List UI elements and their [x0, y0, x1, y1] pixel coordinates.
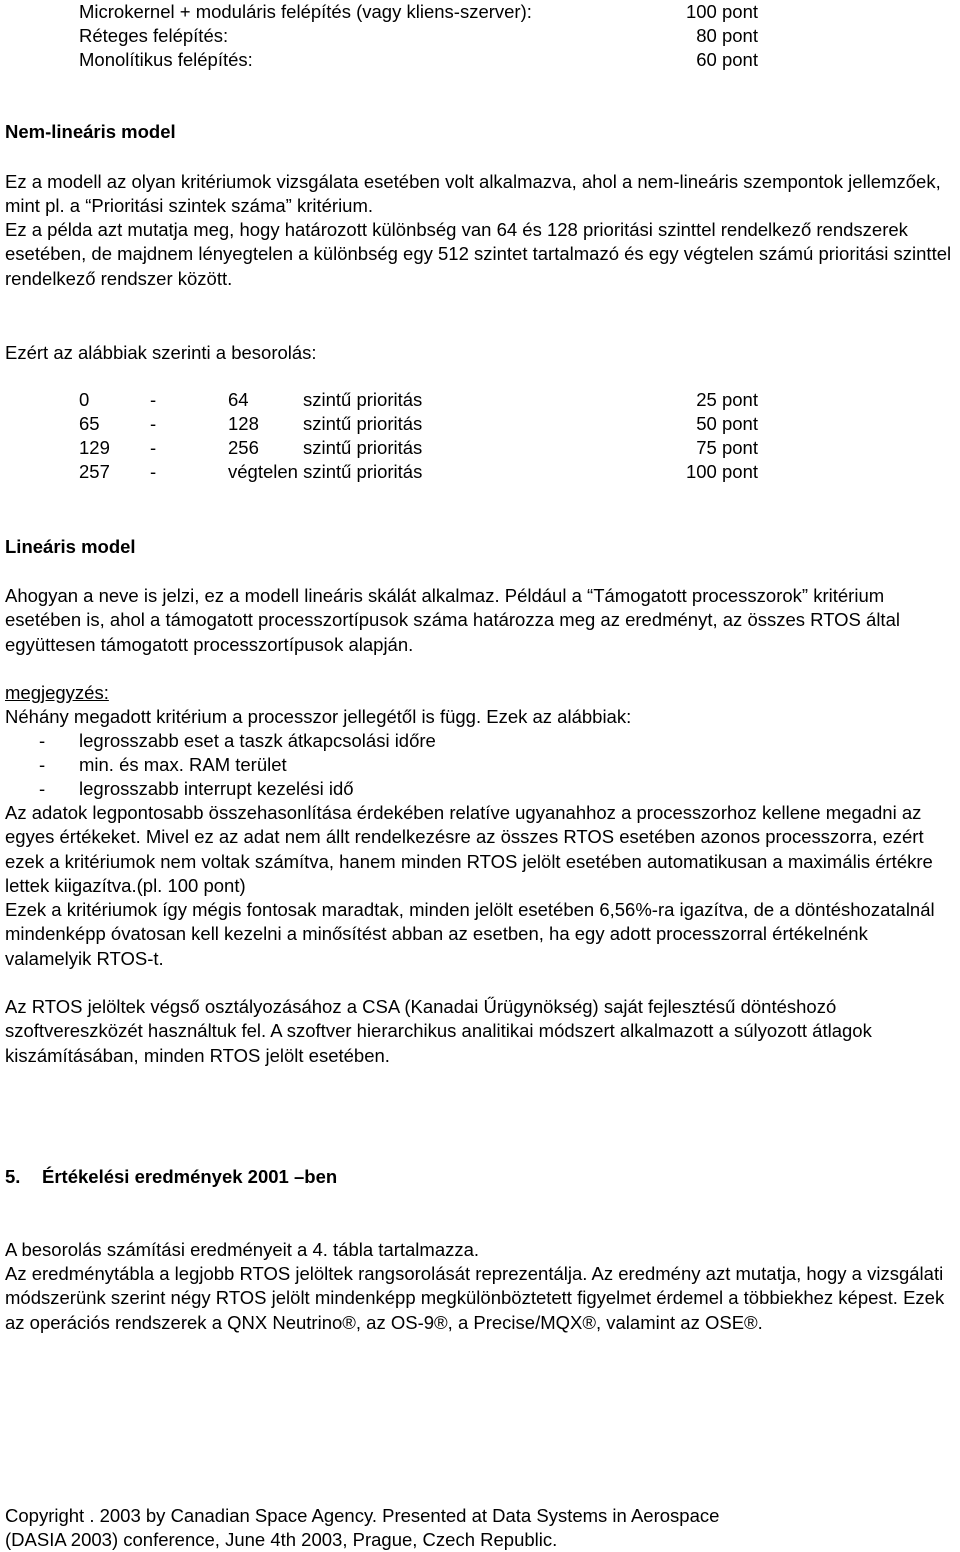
copyright-line-2: (DASIA 2003) conference, June 4th 2003, Prague, Czech Republic. [5, 1529, 558, 1550]
score-label: Microkernel + moduláris felépítés (vagy kliens-szerver): [79, 1, 532, 22]
list-item [0, 777, 960, 801]
score-value: 60 pont [696, 49, 758, 70]
score-row [0, 48, 960, 72]
score-label: Monolítikus felépítés: [79, 49, 253, 70]
linear-paragraph-2: Az adatok legpontosabb összehasonlítása érdekében relatíve ugyanahhoz a processzorhoz kellene megadni az egyes értékeket. Mivel ez az adat nem állt rendelkezésre az összes RTOS esetében azonos processzorra, ezért ezek a kritériumok nem voltak számítva, hanem minden RTOS jelölt esetében automatikusan a maximális értékre lettek kiigazítva.(pl. 100 pont) [5, 802, 933, 896]
range-dash: - [150, 389, 157, 410]
score-value: 100 pont [685, 1, 758, 22]
range-word: szintű prioritás [303, 437, 423, 458]
linear-heading: Lineáris model [5, 536, 136, 557]
section-number: 5. [5, 1166, 21, 1187]
section-title: Értékelési eredmények 2001 –ben [42, 1166, 338, 1187]
table-row [0, 460, 960, 484]
linear-paragraph-4: Az RTOS jelöltek végső osztályozásához a CSA (Kanadai Űrügynökség) saját fejlesztésű döntéshozó szoftvereszközét használtuk fel. A szoftver hierarchikus analitikai módszert alkalmazott a súlyozott átlagok kiszámításában, minden RTOS jelölt esetében. [5, 996, 872, 1066]
range-to: 64 [228, 389, 249, 410]
list-text: legrosszabb interrupt kezelési idő [79, 778, 354, 799]
score-value: 80 pont [696, 25, 758, 46]
score-row [0, 24, 960, 48]
range-word: szintű prioritás [303, 413, 423, 434]
range-points: 50 pont [696, 413, 758, 434]
linear-paragraph-1: Ahogyan a neve is jelzi, ez a modell lineáris skálát alkalmaz. Például a “Támogatott processzorok” kritérium esetében is, ahol a támogatott processzortípusok száma határozza meg az eredményt, az összes RTOS által együttesen támogatott processzortípusok alapján. [5, 585, 900, 655]
range-to: végtelen szintű prioritás [228, 461, 423, 482]
section5-line-1: A besorolás számítási eredményeit a 4. tábla tartalmazza. [5, 1239, 480, 1260]
copyright-line-1: Copyright . 2003 by Canadian Space Agency. Presented at Data Systems in Aerospace [5, 1505, 720, 1526]
table-row [0, 412, 960, 436]
list-text: legrosszabb eset a taszk átkapcsolási időre [79, 730, 436, 751]
note-intro: Néhány megadott kritérium a processzor jellegétől is függ. Ezek az alábbiak: [5, 706, 632, 727]
score-label: Réteges felépítés: [79, 25, 229, 46]
list-text: min. és max. RAM terület [79, 754, 287, 775]
classification-intro: Ezért az alábbiak szerinti a besorolás: [5, 342, 317, 363]
range-to: 128 [228, 413, 259, 434]
nonlinear-heading: Nem-lineáris model [5, 121, 176, 142]
linear-paragraph-3: Ezek a kritériumok így mégis fontosak maradtak, minden jelölt esetében 6,56%-ra igazítva, de a döntéshozatalnál mindenképp óvatosan kell kezelni a minősítést abban az esetben, ha egy adott processzorral értékelnénk valamelyik RTOS-t. [5, 899, 935, 969]
range-from: 257 [79, 461, 110, 482]
list-dash: - [39, 778, 46, 799]
range-from: 129 [79, 437, 110, 458]
list-dash: - [39, 754, 46, 775]
range-from: 65 [79, 413, 100, 434]
range-points: 100 pont [685, 461, 758, 482]
range-word: szintű prioritás [303, 389, 423, 410]
range-from: 0 [79, 389, 90, 410]
range-to: 256 [228, 437, 259, 458]
range-dash: - [150, 413, 157, 434]
section5-paragraph: Az eredménytábla a legjobb RTOS jelöltek rangsorolását reprezentálja. Az eredmény azt mutatja, hogy a vizsgálati módszerünk szerint négy RTOS jelölt mindenképp megkülönböztetett figyelmet érdemel a többiekhez képest. Ezek az operációs rendszerek a QNX Neutrino®, az OS-9®, a Precise/MQX®, valamint az OSE®. [5, 1263, 945, 1333]
range-dash: - [150, 461, 157, 482]
list-item [0, 753, 960, 777]
table-row [0, 388, 960, 412]
nonlinear-paragraph-1: Ez a modell az olyan kritériumok vizsgálata esetében volt alkalmazva, ahol a nem-lineáris szempontok jellemzőek, mint pl. a “Prioritási szintek száma” kritérium. [5, 171, 941, 217]
table-row [0, 436, 960, 460]
note-label: megjegyzés: [5, 682, 109, 703]
range-points: 25 pont [696, 389, 758, 410]
list-dash: - [39, 730, 46, 751]
range-points: 75 pont [696, 437, 758, 458]
score-row [0, 0, 960, 24]
list-item [0, 729, 960, 753]
nonlinear-paragraph-2: Ez a példa azt mutatja meg, hogy határozott különbség van 64 és 128 prioritási szinttel rendelkező rendszerek esetében, de majdnem lényegtelen a különbség egy 512 szintet tartalmazó és egy végtelen számú prioritási szinttel rendelkező rendszer között. [5, 219, 952, 289]
range-dash: - [150, 437, 157, 458]
